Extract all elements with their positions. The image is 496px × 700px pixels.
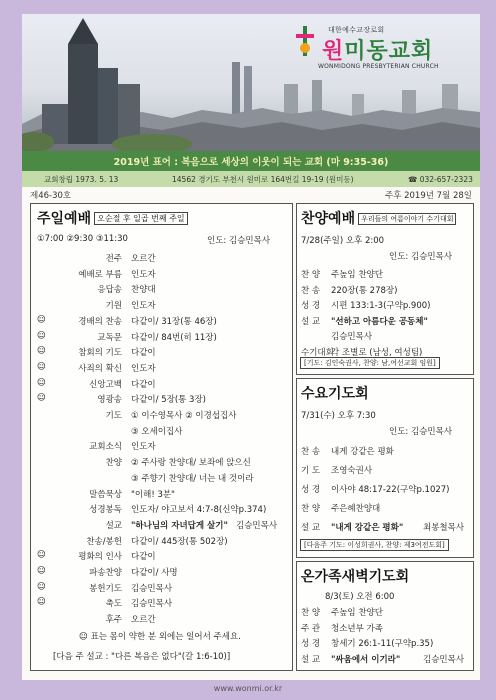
order-value: "선하고 아름다운 공동체" [331,316,428,327]
order-label: 성경봉독 [89,505,122,516]
order-value: 오르간 [131,615,156,626]
praise-note: [기도: 김인숙권사, 찬양: 남,여선교회 임원] [300,357,440,369]
stand-marker: ☺ [37,550,46,561]
order-value: 다같이 [131,552,156,563]
church-skyline-photo [22,14,480,151]
issue-number: 제46-30호 [30,191,72,201]
order-label: 경배의 찬송 [78,316,122,327]
order-value: 다같이/ 445장(통 502장) [131,536,228,547]
order-label: 설 교 [301,523,321,533]
order-label: 후주 [105,615,122,626]
stand-marker: ☺ [37,581,46,592]
order-value: 인도자/ 야고보서 4:7-8(신약p.374) [131,505,267,516]
praise-worship-subtitle: 우리들의 여름이야기 수기대회 [358,213,456,225]
order-value: 다같이/ 84번(히 11장) [131,332,217,343]
order-label: 기 도 [301,466,321,476]
order-value: 다같이/ 사명 [131,568,178,578]
order-value: 청소년부 가족 [331,623,383,634]
wednesday-leader: 인도: 김승민목사 [389,427,453,437]
church-info-bar [22,171,480,187]
order-value: 인도자 [131,363,156,374]
order-label: 찬 양 [301,504,321,514]
standing-note: ☺ 표는 몸이 약한 분 외에는 일어서 주세요. [79,632,241,642]
order-value: 김승민목사 [131,583,173,594]
order-value: 다같이 [131,348,156,359]
stand-marker: ☺ [37,597,46,608]
stand-marker: ☺ [37,566,46,576]
order-label: 설 교 [301,654,321,665]
order-label: 찬 송 [301,285,321,296]
bulletin-page [22,14,480,680]
next-sermon-note: [다음 주 설교 : "다른 복음은 없다"(갈 1:6-10)] [53,652,231,662]
cross-logo-icon [294,26,316,56]
stand-marker: ☺ [37,361,46,372]
order-label: 축도 [105,599,122,610]
church-logo [294,22,474,74]
order-label: 봉헌기도 [89,583,122,594]
order-value: 다같이/ 31장(통 46장) [131,316,217,327]
order-label: 찬 양 [301,270,321,280]
sunday-worship-box [30,203,293,671]
praise-worship-title: 찬양예배 우리들의 여름이야기 수기대회 [301,208,456,228]
church-address: 14562 경기도 부천시 원미로 164번길 19-19 (원미동) [172,174,354,184]
order-label: 수기대회 [301,347,334,358]
stand-marker: ☺ [37,346,46,357]
order-value: 다같이 [131,379,156,390]
order-preacher: 김승민목사 [236,520,278,531]
praise-leader: 인도: 김승민목사 [389,252,453,262]
order-label: 찬송/봉헌 [86,536,122,547]
order-value: "싸움에서 이기라" [331,654,401,665]
order-value: "하나님의 자녀답게 살기" [131,520,228,531]
order-label: 예배로 부름 [78,269,122,280]
order-label: 신앙고백 [89,379,122,390]
order-label: 전주 [105,254,122,264]
stand-marker: ☺ [37,330,46,341]
issue-date: 주후 2019년 7월 28일 [384,191,472,201]
logo-english-name: WONMIDONG PRESBYTERIAN CHURCH [318,63,439,70]
order-value: 김승민목사 [131,599,173,610]
issue-row [30,189,472,203]
order-value: 주높임 찬양단 [331,608,383,618]
order-value: 조영숙권사 [331,466,373,476]
order-value: 찬양대 [131,285,156,296]
order-label: 파송찬양 [89,568,122,578]
order-value: 인도자 [131,269,156,280]
order-label: 찬 양 [301,608,321,618]
order-value: 인도자 [131,442,156,453]
stand-marker: ☺ [37,393,46,404]
order-value: 주높임 찬양단 [331,270,383,280]
order-label: 기도 [105,411,122,421]
order-value: 오르간 [131,254,156,264]
order-label: 사죄의 확신 [78,363,122,374]
order-value: 인도자 [131,301,156,312]
founded-date: 교회창립 1973. 5. 13 [44,174,119,184]
order-label: 설 교 [301,316,321,327]
order-label: 평화의 인사 [78,552,122,563]
order-value: ① 이수영목사 ② 이경섭집사 [131,411,237,421]
order-label: 영광송 [97,395,122,406]
order-label: 말씀묵상 [89,489,122,500]
order-label: 설교 [105,520,122,531]
sunday-worship-title: 주일예배 오순절 후 일곱 번째 주일 [37,208,188,228]
order-label: 찬 송 [301,447,321,457]
wednesday-prayer-title: 수요기도회 [301,386,369,402]
church-phone: ☎ 032-657-2323 [408,174,473,184]
service-times: ①7:00 ②9:30 ③11:30 [37,234,128,244]
order-preacher: 김승민목사 [423,654,465,665]
dawn-prayer-title: 온가족새벽기도회 [301,569,410,585]
order-label: 교독문 [97,332,122,343]
yearly-theme-banner: 2019년 표어 : 복음으로 세상의 이웃이 되는 교회 (마 9:35-36) [22,151,480,171]
order-value: 다같이/ 5장(통 3장) [131,395,206,406]
order-value: ② 주사랑 찬양대/ 보좌에 앉으신 [131,458,251,469]
order-label: 주 관 [301,623,321,634]
dawn-prayer-box [296,561,474,671]
order-value: 시편 133:1-3(구약p.900) [331,301,431,311]
order-value: 220장(통 278장) [331,285,398,296]
order-label: 참회의 기도 [78,348,122,359]
service-leader: 인도: 김승민목사 [207,236,271,246]
order-value: "이해! 3분" [131,489,175,500]
order-label: 응답송 [97,285,122,296]
stand-marker: ☺ [37,377,46,388]
order-value: 이사야 48:17-22(구약p.1027) [331,485,450,495]
order-value: 창세기 26:1-11(구약p.35) [331,639,434,649]
sunday-worship-subtitle: 오순절 후 일곱 번째 주일 [94,212,187,225]
order-label: 성 경 [301,485,321,495]
order-label: 기원 [105,301,122,312]
order-label: 찬양 [105,458,122,469]
order-value: ③ 주향기 찬양대/ 너는 내 것이라 [131,473,254,484]
logo-church-name: 원미동교회 [322,39,434,64]
order-value: ③ 오세이집사 [131,426,183,437]
wednesday-prayer-box [296,378,474,558]
order-label: 성 경 [301,301,321,311]
order-label: 교회소식 [89,442,122,453]
wednesday-time: 7/31(수) 오후 7:30 [301,411,376,421]
order-value: 각 조별로 (남성, 여성팀) [331,347,423,358]
praise-worship-box [296,203,474,375]
dawn-time: 8/3(토) 오전 6:00 [325,592,395,602]
order-preacher: 최봉철목사 [423,523,465,533]
logo-denomination: 대한예수교장로회 [328,26,385,34]
wednesday-note: [다음주 기도: 이성희권사, 찬양: 제3여전도회] [300,539,449,551]
stand-marker: ☺ [37,314,46,325]
order-value: 김승민목사 [331,332,373,342]
website-footer: www.wonmi.or.kr [213,684,283,693]
praise-time: 7/28(주일) 오후 2:00 [301,236,385,246]
order-value: 내게 강같은 평화 [331,447,394,457]
order-value: "내게 강같은 평화" [331,523,404,533]
order-label: 성 경 [301,639,321,649]
order-value: 주은혜찬양대 [331,504,381,514]
